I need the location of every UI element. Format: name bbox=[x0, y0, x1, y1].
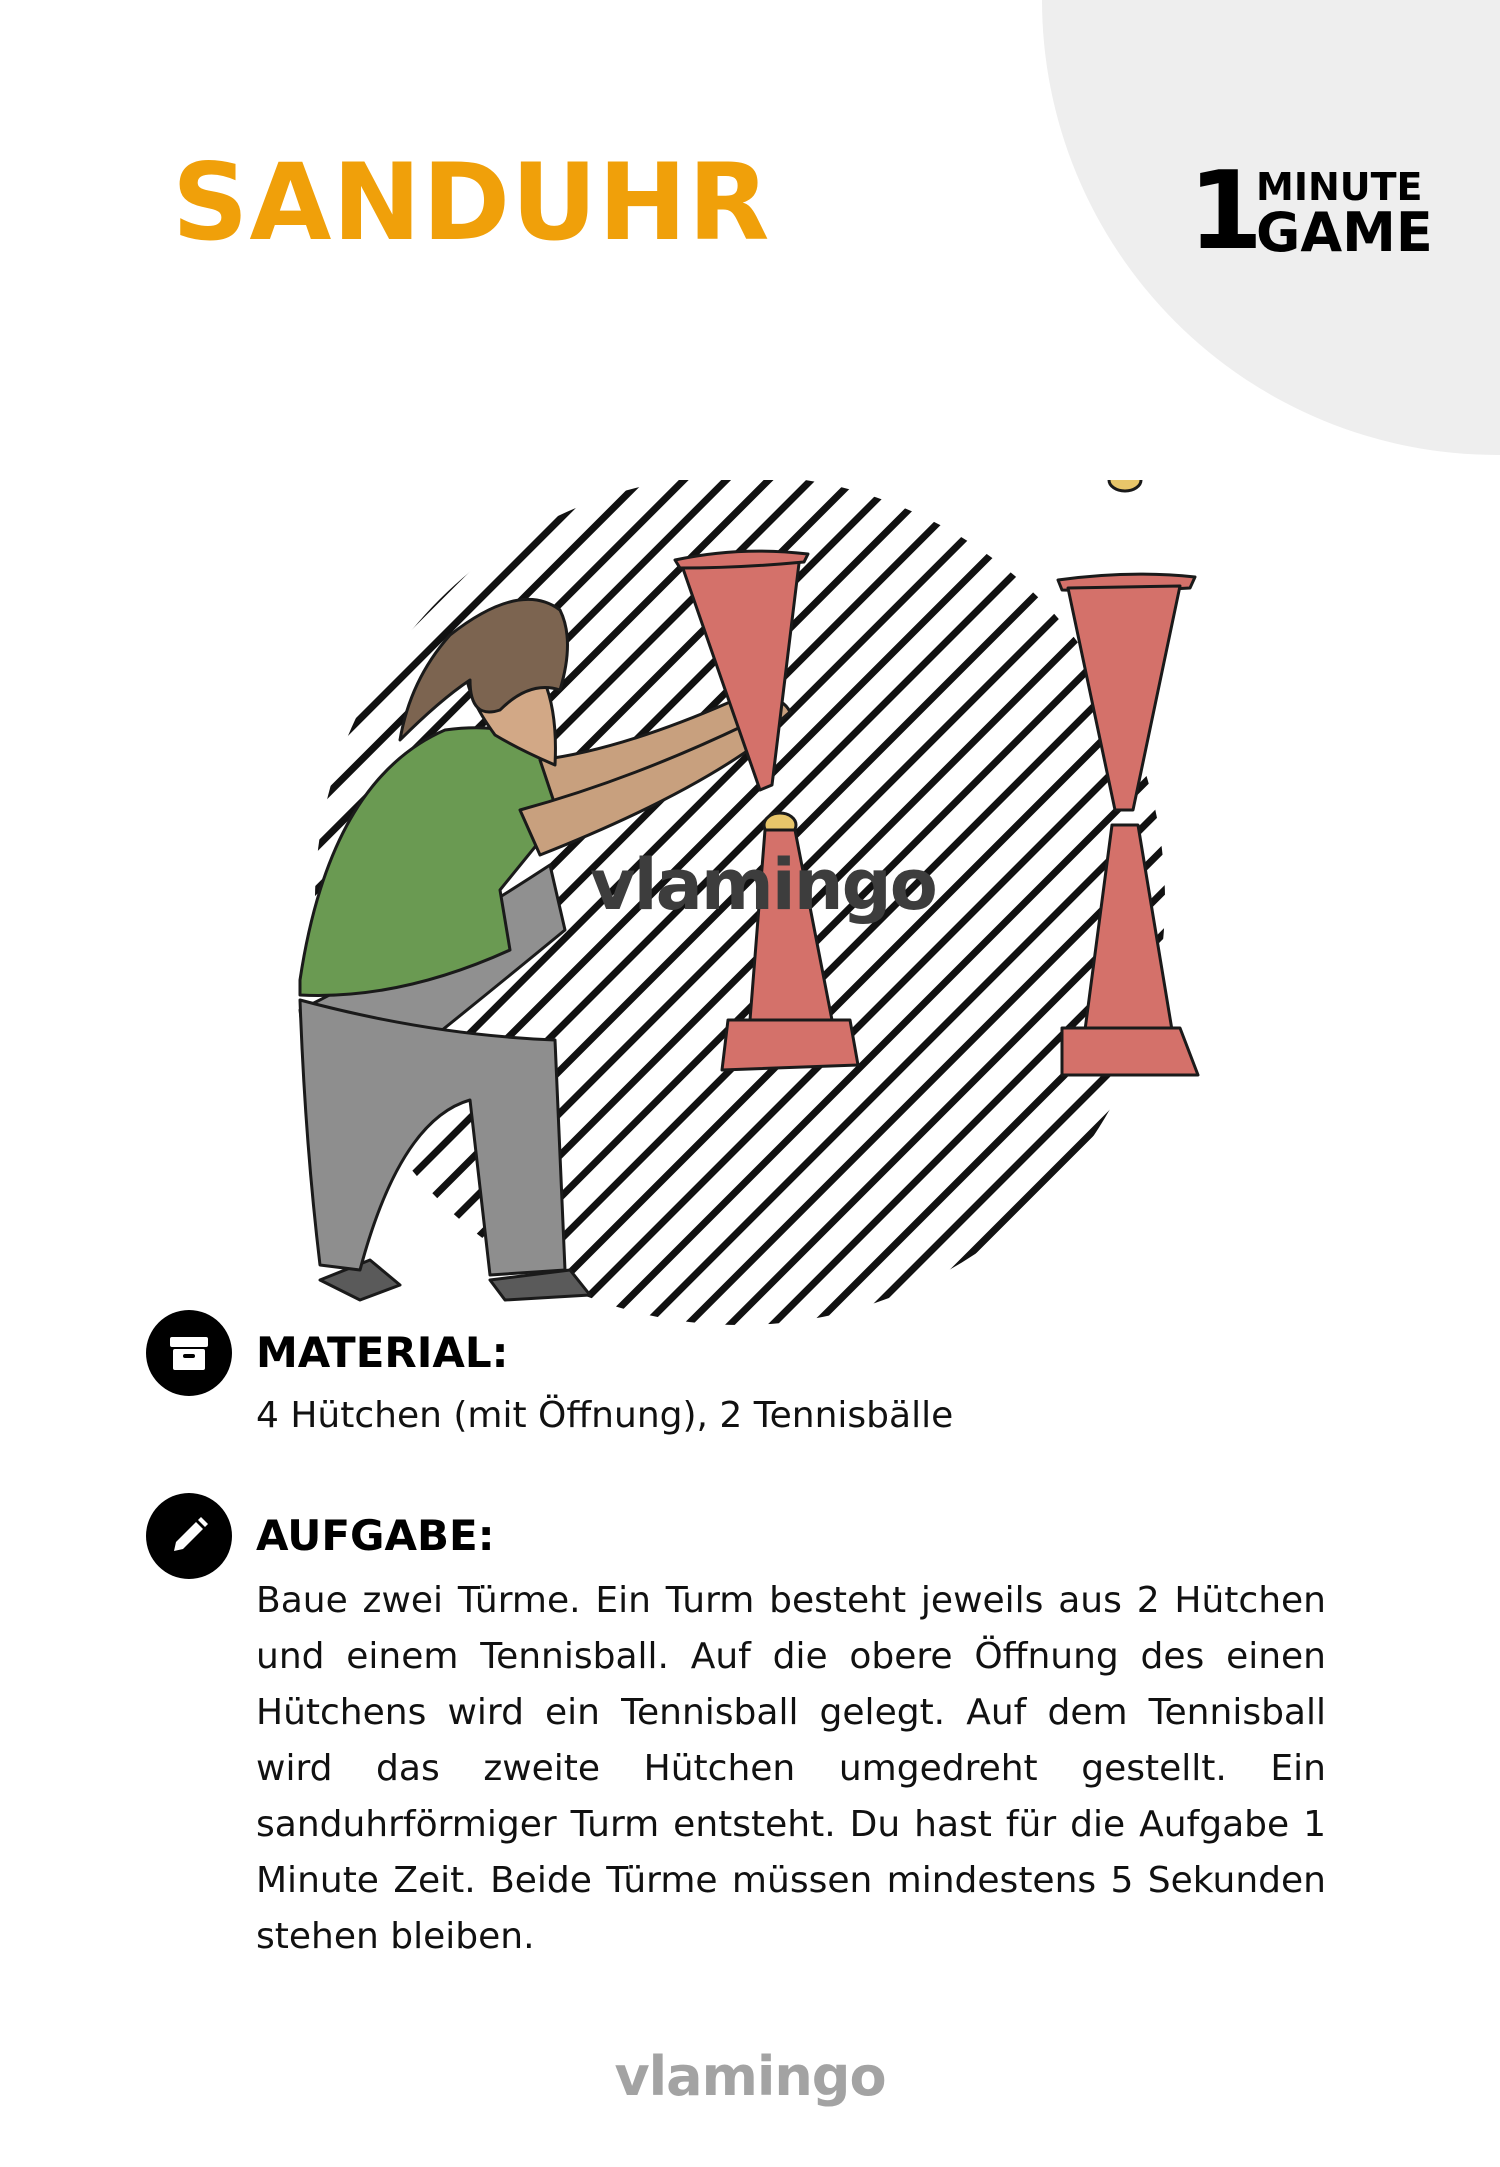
badge-line-minute: MINUTE bbox=[1256, 165, 1423, 209]
vlamingo-logo: vlamingo bbox=[614, 2045, 886, 2108]
task-heading: AUFGABE: bbox=[256, 1511, 495, 1560]
badge-line-game: GAME bbox=[1256, 201, 1433, 264]
pencil-icon bbox=[146, 1493, 232, 1579]
card-title: SANDUHR bbox=[172, 141, 771, 264]
material-heading: MATERIAL: bbox=[256, 1328, 509, 1377]
one-minute-game-badge bbox=[1188, 149, 1433, 274]
task-text: Baue zwei Türme. Ein Turm besteht jeweils aus 2 Hütchen und einem Tennisball. Auf die obere Öffnung des einen Hütchens wird ein Tennisball gelegt. Auf dem Tennisball wird das zweite Hütchen umgedreht gestellt. Ein sanduhrförmiger Turm entsteht. Du hast für die Aufgabe 1 Minute Zeit. Beide Türme müssen mindestens 5 Sekunden stehen bleiben. bbox=[256, 1580, 1326, 1957]
badge-number: 1 bbox=[1188, 149, 1264, 274]
image-watermark: vlamingo bbox=[590, 844, 936, 926]
archive-box-icon bbox=[146, 1310, 232, 1396]
material-text: 4 Hütchen (mit Öffnung), 2 Tennisbälle bbox=[256, 1395, 954, 1436]
